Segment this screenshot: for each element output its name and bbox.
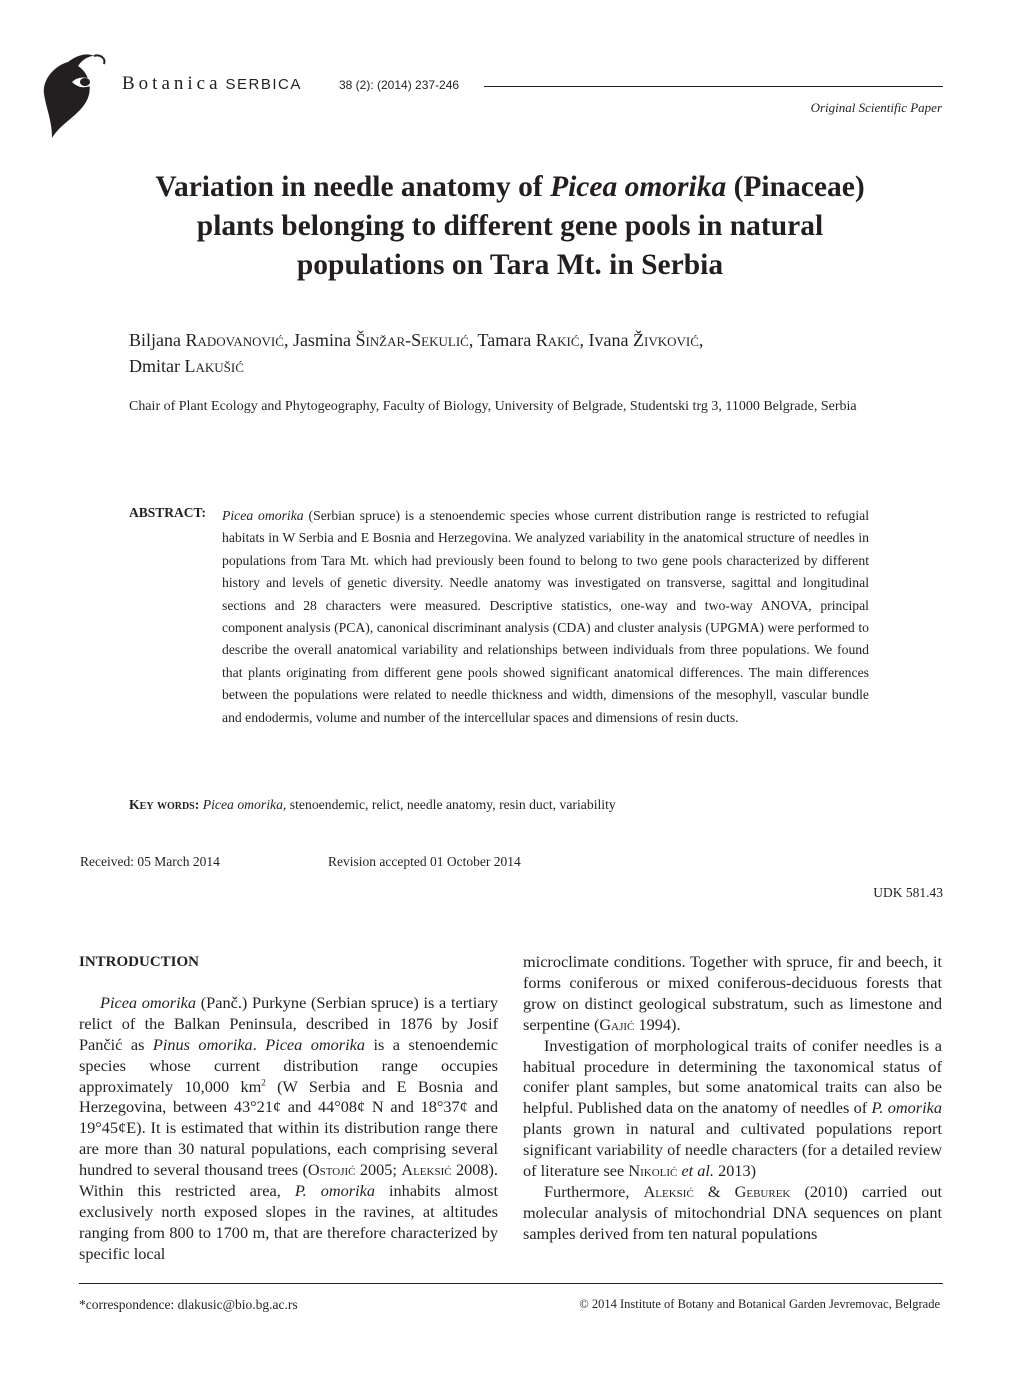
correspondence-email: *correspondence: dlakusic@bio.bg.ac.rs bbox=[79, 1297, 298, 1312]
author-list: Biljana Radovanović, Jasmina Šinžar-Sekulić, Tamara Rakić, Ivana Živković, Dmitar Lakušić bbox=[129, 330, 704, 376]
article-title: Variation in needle anatomy of Picea omorika (Pinaceae) plants belonging to different gene pools in natural populations on Tara Mt. in Serbia bbox=[155, 171, 865, 281]
paragraph: microclimate conditions. Together with spruce, fir and beech, it forms coniferous or mixed coniferous-deciduous forests that grow on distinct geological substratum, such as limestone and serpentine (Gajić 1994). bbox=[523, 952, 942, 1034]
body-column-right bbox=[523, 952, 942, 1245]
keywords: Key words: Picea omorika, stenoendemic, relict, needle anatomy, resin duct, variability bbox=[129, 797, 616, 812]
journal-name-suffix: SERBICA bbox=[225, 76, 302, 93]
abstract-label: ABSTRACT: bbox=[129, 505, 207, 520]
author-surname: Rakić bbox=[535, 330, 580, 350]
copyright-notice: © 2014 Institute of Botany and Botanical Garden Jevremovac, Belgrade bbox=[579, 1297, 940, 1311]
section-heading: INTRODUCTION bbox=[79, 954, 200, 970]
author-surname: Lakušić bbox=[184, 356, 244, 376]
author-surname: Šinžar-Sekulić bbox=[355, 330, 469, 350]
author-surname: Radovanović bbox=[185, 330, 284, 350]
body-column-left bbox=[79, 952, 498, 1265]
udk-code: UDK 581.43 bbox=[873, 885, 943, 900]
header-divider bbox=[484, 86, 943, 87]
paper-type: Original Scientific Paper bbox=[810, 100, 942, 115]
paragraph: Furthermore, Aleksić & Geburek (2010) carried out molecular analysis of mitochondrial DNA sequences on plant samples derived from ten natural populations bbox=[523, 1181, 942, 1243]
journal-name: Botanica SERBICA bbox=[122, 73, 302, 94]
author-surname: Živković bbox=[633, 330, 699, 350]
volume-info: 38 (2): (2014) 237-246 bbox=[339, 78, 460, 92]
journal-logo bbox=[38, 48, 110, 140]
title-species: Picea omorika bbox=[550, 171, 727, 203]
paragraph: Investigation of morphological traits of conifer needles is a habitual procedure in determining the taxonomical status of conifer plant samples, but some anatomical traits can also be helpful. Published data on the anatomy of needles of P. omorika plants grown in natural and cultivated populations report significant variability of needle characters (for a detailed review of literature see Nikolić et al. 2013) bbox=[523, 1035, 942, 1181]
abstract-text: Picea omorika (Serbian spruce) is a stenoendemic species whose current distribution range is restricted to refugial habitats in W Serbia and E Bosnia and Herzegovina. We analyzed variability in the anatomical structure of needles in populations from Tara Mt. which had previously been found to belong to two gene pools characterized by different history and levels of genetic diversity. Needle anatomy was investigated on transverse, sagittal and longitudinal sections and 28 characters were measured. Descriptive statistics, one-way and two-way ANOVA, principal component analysis (PCA), canonical discriminant analysis (CDA) and cluster analysis (UPGMA) were performed to describe the overall anatomical variability and relationships between individuals from three populations. We found that plants originating from different gene pools showed significant anatomical differences. The main differences between the populations were related to needle thickness and width, dimensions of the mesophyll, vascular bundle and endodermis, volume and number of the intercellular spaces and dimensions of resin ducts. bbox=[222, 508, 869, 725]
paragraph: Picea omorika (Panč.) Purkyne (Serbian spruce) is a tertiary relict of the Balkan Peninsula, described in 1876 by Josif Pančić as Pinus omorika. Picea omorika is a stenoendemic species whose current distribution range occupies approximately 10,000 $km^2$ (W Serbia and E Bosnia and Herzegovina, between 43°21¢ and 44°08¢ N and 18°37¢ and 19°45¢E). It is estimated that within its distribution range there are more than 30 natural populations, each comprising several hundred to several thousand trees (Ostojić 2005; Aleksić 2008). Within this restricted area, P. omorika inhabits almost exclusively north exposed slopes in the ravines, at altitudes ranging from 800 to 1700 m, that are therefore characterized by specific local bbox=[79, 992, 499, 1263]
footer-divider bbox=[79, 1283, 943, 1284]
affiliation: Chair of Plant Ecology and Phytogeography, Faculty of Biology, University of Belgrade, Studentski trg 3, 11000 Belgrade, Serbia bbox=[129, 399, 857, 414]
revision-date: Revision accepted 01 October 2014 bbox=[328, 854, 521, 869]
received-date: Received: 05 March 2014 bbox=[80, 854, 220, 869]
keywords-label: Key words: bbox=[129, 797, 200, 812]
